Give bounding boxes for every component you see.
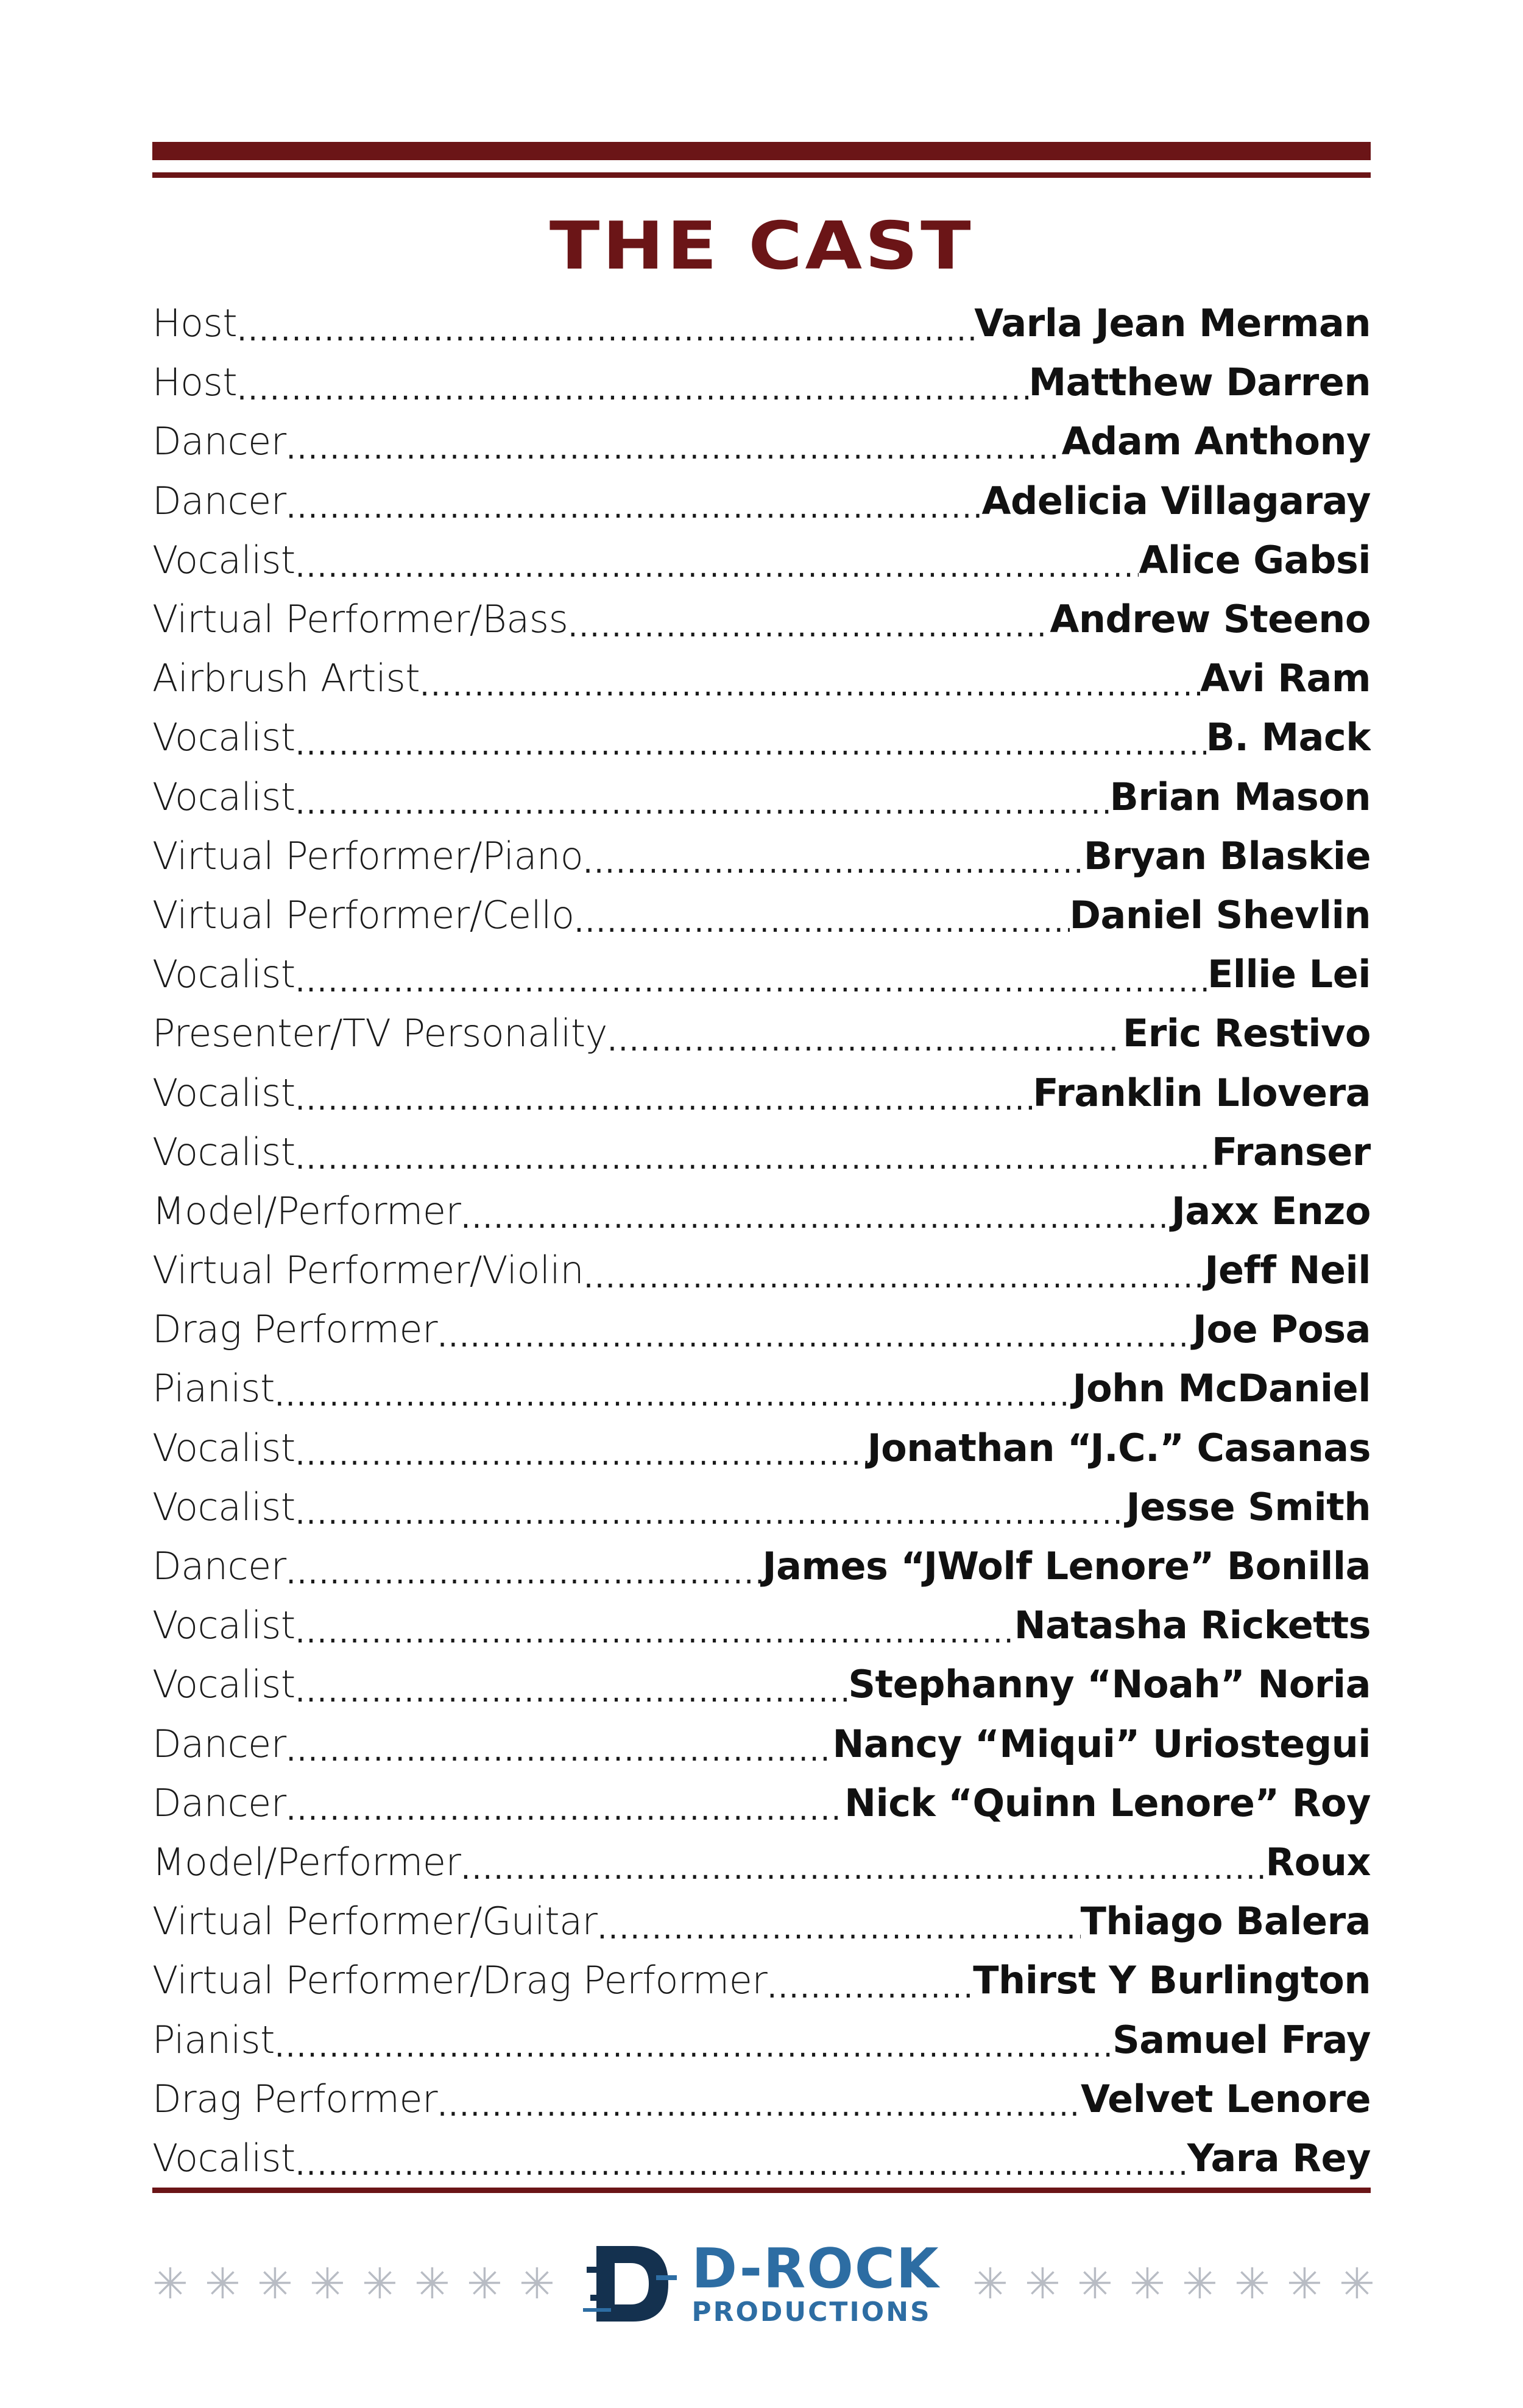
cast-name: Adam Anthony xyxy=(1061,419,1371,464)
dot-leader xyxy=(607,1025,1123,1055)
star-icon: ✳ xyxy=(1025,2259,1061,2309)
cast-name: Thirst Y Burlington xyxy=(973,1958,1371,2003)
cast-row xyxy=(152,1063,1371,1122)
cast-row xyxy=(152,412,1371,471)
star-icon: ✳ xyxy=(414,2259,450,2309)
cast-role: Dancer xyxy=(152,1780,286,1825)
cast-role: Pianist xyxy=(152,1366,275,1411)
cast-name: Nick “Quinn Lenore” Roy xyxy=(844,1780,1371,1825)
cast-role: Virtual Performer/Drag Performer xyxy=(152,1958,768,2003)
cast-name: Eric Restivo xyxy=(1122,1011,1371,1056)
cast-row xyxy=(152,1477,1371,1537)
cast-name: Velvet Lenore xyxy=(1081,2076,1371,2121)
cast-row xyxy=(152,530,1371,590)
cast-row xyxy=(152,2128,1371,2188)
cast-role: Dancer xyxy=(152,1544,286,1589)
cast-row xyxy=(152,945,1371,1004)
cast-row xyxy=(152,708,1371,767)
cast-name: Daniel Shevlin xyxy=(1069,892,1371,937)
cast-name: Franklin Llovera xyxy=(1033,1070,1371,1115)
cast-name: Yara Rey xyxy=(1187,2135,1371,2180)
cast-role: Virtual Performer/Guitar xyxy=(152,1899,598,1944)
dot-leader xyxy=(286,492,982,523)
star-icon: ✳ xyxy=(257,2259,293,2309)
cast-role: Vocalist xyxy=(152,774,295,819)
dot-leader xyxy=(286,1794,844,1825)
cast-name: John McDaniel xyxy=(1072,1366,1371,1411)
cast-name: Matthew Darren xyxy=(1028,360,1371,405)
cast-name: Thiago Balera xyxy=(1080,1899,1371,1944)
d-rock-logo-mark-icon xyxy=(583,2235,680,2332)
cast-row xyxy=(152,1596,1371,1655)
dot-leader xyxy=(420,670,1200,700)
cast-row xyxy=(152,1832,1371,1892)
cast-name: Jesse Smith xyxy=(1126,1484,1371,1529)
dot-leader xyxy=(295,1617,1014,1647)
dot-leader xyxy=(286,1735,833,1766)
cast-row xyxy=(152,1300,1371,1359)
star-icon: ✳ xyxy=(1129,2259,1165,2309)
cast-name: Franser xyxy=(1212,1129,1371,1174)
star-icon: ✳ xyxy=(1287,2259,1323,2309)
cast-name: Nancy “Miqui” Uriostegui xyxy=(832,1721,1371,1766)
logo-text xyxy=(691,2237,940,2328)
cast-role: Vocalist xyxy=(152,715,295,760)
star-icon: ✳ xyxy=(519,2259,555,2309)
cast-row xyxy=(152,1951,1371,2010)
star-icon: ✳ xyxy=(205,2259,241,2309)
cast-role: Vocalist xyxy=(152,1662,295,1707)
dot-leader xyxy=(275,1380,1073,1410)
cast-role: Virtual Performer/Cello xyxy=(152,892,574,937)
dot-leader xyxy=(295,729,1206,759)
dot-leader xyxy=(295,1439,868,1470)
bottom-rule xyxy=(152,2188,1371,2193)
dot-leader xyxy=(583,847,1084,878)
cast-row xyxy=(152,1418,1371,1477)
dot-leader xyxy=(767,1972,973,2002)
cast-name: Roux xyxy=(1265,1839,1371,1884)
stars-right xyxy=(972,2259,1375,2309)
cast-role: Host xyxy=(152,301,238,346)
cast-name: Natasha Ricketts xyxy=(1014,1603,1371,1648)
cast-name: Jonathan “J.C.” Casanas xyxy=(867,1425,1371,1470)
cast-role: Vocalist xyxy=(152,1603,295,1648)
cast-role: Drag Performer xyxy=(152,1307,438,1352)
cast-role: Dancer xyxy=(152,1721,286,1766)
cast-row xyxy=(152,1181,1371,1241)
cast-role: Drag Performer xyxy=(152,2076,438,2121)
cast-name: B. Mack xyxy=(1206,715,1371,760)
cast-row xyxy=(152,767,1371,826)
dot-leader xyxy=(295,1143,1212,1174)
cast-name: Varla Jean Merman xyxy=(974,301,1371,346)
dot-leader xyxy=(295,2149,1187,2180)
star-icon: ✳ xyxy=(467,2259,503,2309)
logo-brand: D-ROCK xyxy=(691,2237,940,2301)
dot-leader xyxy=(437,2090,1081,2121)
star-icon: ✳ xyxy=(1077,2259,1113,2309)
cast-row xyxy=(152,1655,1371,1714)
cast-role: Vocalist xyxy=(152,1425,295,1470)
dot-leader xyxy=(295,551,1139,582)
dot-leader xyxy=(295,1498,1126,1529)
footer xyxy=(152,2229,1375,2339)
cast-row xyxy=(152,1773,1371,1832)
cast-row xyxy=(152,1122,1371,1181)
cast-row xyxy=(152,471,1371,530)
cast-role: Host xyxy=(152,360,238,405)
cast-name: Joe Posa xyxy=(1192,1307,1371,1352)
cast-name: Andrew Steeno xyxy=(1050,597,1371,642)
star-icon: ✳ xyxy=(152,2259,188,2309)
dot-leader xyxy=(584,1262,1204,1292)
cast-row xyxy=(152,649,1371,708)
cast-role: Pianist xyxy=(152,2017,275,2062)
cast-name: Alice Gabsi xyxy=(1139,537,1371,582)
cast-row xyxy=(152,885,1371,945)
dot-leader xyxy=(295,1084,1033,1114)
cast-role: Virtual Performer/Violin xyxy=(152,1248,584,1293)
dot-leader xyxy=(237,315,974,345)
cast-name: James “JWolf Lenore” Bonilla xyxy=(762,1544,1371,1589)
cast-row xyxy=(152,353,1371,412)
cast-name: Brian Mason xyxy=(1109,774,1371,819)
cast-row xyxy=(152,1537,1371,1596)
cast-row xyxy=(152,1241,1371,1300)
dot-leader xyxy=(295,788,1110,819)
cast-role: Vocalist xyxy=(152,1129,295,1174)
dot-leader xyxy=(286,1558,763,1588)
dot-leader xyxy=(461,1853,1266,1884)
cast-role: Virtual Performer/Piano xyxy=(152,833,584,878)
cast-name: Bryan Blaskie xyxy=(1083,833,1371,878)
cast-role: Vocalist xyxy=(152,537,295,582)
cast-name: Adelicia Villagaray xyxy=(981,478,1371,523)
star-icon: ✳ xyxy=(972,2259,1008,2309)
dot-leader xyxy=(437,1321,1193,1351)
dot-leader xyxy=(461,1202,1171,1233)
cast-role: Dancer xyxy=(152,478,286,523)
cast-role: Dancer xyxy=(152,419,286,464)
cast-row xyxy=(152,1004,1371,1063)
d-rock-logo xyxy=(583,2235,939,2332)
top-rule-thin xyxy=(152,172,1371,178)
cast-row xyxy=(152,1714,1371,1773)
logo-subtitle: PRODUCTIONS xyxy=(691,2297,931,2328)
cast-role: Virtual Performer/Bass xyxy=(152,597,568,642)
cast-row xyxy=(152,2010,1371,2069)
star-icon: ✳ xyxy=(362,2259,398,2309)
dot-leader xyxy=(237,374,1028,404)
dot-leader xyxy=(275,2031,1112,2061)
cast-name: Ellie Lei xyxy=(1207,952,1371,997)
star-icon: ✳ xyxy=(1339,2259,1375,2309)
cast-role: Vocalist xyxy=(152,952,295,997)
dot-leader xyxy=(295,1676,849,1706)
cast-row xyxy=(152,294,1371,353)
star-icon: ✳ xyxy=(309,2259,345,2309)
cast-row xyxy=(152,826,1371,885)
cast-list xyxy=(152,294,1371,2188)
cast-name: Samuel Fray xyxy=(1112,2017,1371,2062)
cast-name: Jaxx Enzo xyxy=(1171,1188,1371,1233)
dot-leader xyxy=(574,906,1070,937)
cast-role: Presenter/TV Personality xyxy=(152,1011,607,1056)
cast-name: Stephanny “Noah” Noria xyxy=(848,1662,1371,1707)
cast-row xyxy=(152,590,1371,649)
dot-leader xyxy=(568,611,1050,641)
cast-role: Model/Performer xyxy=(152,1188,461,1233)
cast-role: Model/Performer xyxy=(152,1839,461,1884)
dot-leader xyxy=(598,1913,1081,1943)
stars-left xyxy=(152,2259,555,2309)
star-icon: ✳ xyxy=(1182,2259,1218,2309)
star-icon: ✳ xyxy=(1234,2259,1270,2309)
cast-role: Vocalist xyxy=(152,2135,295,2180)
cast-role: Airbrush Artist xyxy=(152,656,420,701)
cast-row xyxy=(152,1359,1371,1418)
cast-role: Vocalist xyxy=(152,1484,295,1529)
cast-row xyxy=(152,2069,1371,2128)
top-rule-thick xyxy=(152,142,1371,160)
cast-name: Avi Ram xyxy=(1200,656,1371,701)
page-title: THE CAST xyxy=(549,208,974,284)
cast-name: Jeff Neil xyxy=(1204,1248,1371,1293)
dot-leader xyxy=(295,966,1207,996)
dot-leader xyxy=(286,433,1062,463)
cast-row xyxy=(152,1892,1371,1951)
cast-role: Vocalist xyxy=(152,1070,295,1115)
